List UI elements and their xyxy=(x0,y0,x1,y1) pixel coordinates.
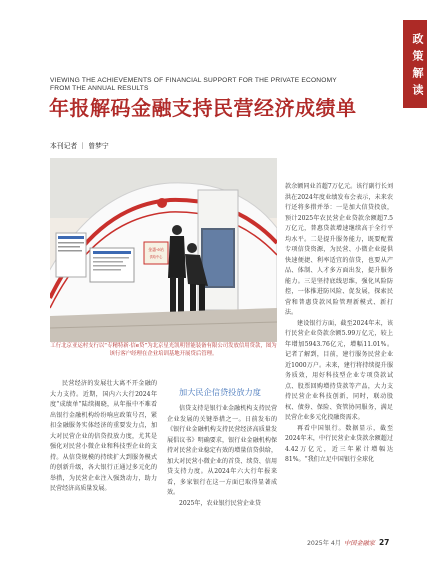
paragraph: 款余额同业首超7万亿元。该行副行长刘洪在2024年度业绩发布会表示，未来农行还将多措并举：一是加大信贷投放，预计2025年农民营企业贷款余额超7.5万亿元，普惠贷款增速继续高于全行平均水平。二是提升服务能力，既要配置专项信贷资源，为民营、小微企业提供快速便捷、利率适宜的信贷，也要从产品、体制、人才多方面出发，提升服务能力。三是坚持底线思维，强化风险防控，一体推进防风险、促发展，探索民营和普惠贷款风险管理新模式、新打法。 xyxy=(285,183,393,316)
svg-text:金惠·e站: 金惠·e站 xyxy=(148,247,164,252)
column-1 xyxy=(50,379,157,495)
paragraph: 民营经济的发展壮大离不开金融的大力支持。近期，国内六大行2024年度“成绩单”陆续揭晓，从年报中不难看出银行金融机构纷纷响应政策号召，紧扣金融服务实体经济的重要发力点，加大对民营企业的信贷投放力度，尤其是强化对民营小微企业和科技型企业的支持。从信贷规模的持续扩大到服务模式的创新升级，各大银行正通过多元化的举措，为民营企业注入强劲动力，助力民营经济高质量发展。 xyxy=(50,380,157,492)
page-number: 27 xyxy=(378,538,390,547)
column-3 xyxy=(285,182,393,466)
paragraph: 2025年，农业银行民营企业贷 xyxy=(179,499,261,507)
column-2 xyxy=(167,404,277,509)
paragraph: 再看中国银行。数据显示，截至2024年末，中行民营企业贷款余额超过4.42万亿元，近三年累计增幅达81%。“我们立足中国银行全球化 xyxy=(285,424,393,463)
page-footer xyxy=(307,538,389,547)
article-photo xyxy=(50,158,277,342)
bank-training-base-photo xyxy=(50,158,277,342)
paragraph: 建设银行方面，截至2024年末，该行民营企业贷款余额5.99万亿元，较上年增加5943.76亿元，增幅11.01%。记者了解到，目前，建行服务民营企业近1000万户。未来，建行将持续提升服务质效，用好科技型企业专项贷款试点、股票回购增持贷款等产品，大力支持民营企业科技创新，同时，联动股权、债券、保险、资管协同服务，满足民营企业多元化投融资需求。 xyxy=(285,319,393,421)
section-subheading: 加大民企信贷投放力度 xyxy=(179,387,261,397)
english-heading: VIEWING THE ACHIEVEMENTS OF FINANCIAL SUPPORT FOR THE PRIVATE ECONOMY FROM THE ANNUAL RESULTS xyxy=(50,77,337,92)
section-tab: 政策解读 xyxy=(403,20,427,108)
magazine-name: 中国金融家 xyxy=(344,540,375,547)
byline: 本刊记者 ｜ 曾梦宁 xyxy=(50,142,109,150)
paragraph: 信贷支持是银行业金融机构支持民营企业发展的关键举措之一。日前发布的《银行业金融机构支持民营经济高质量发展倡议书》明确要求，银行业金融机构保持对民营企业稳定有效的增量信贷供给，加大对民营小微企业的首贷、续贷、信用贷支持力度。从2024年六大行年报来看，多家银行在这一方面已取得显著成效。 xyxy=(167,405,277,496)
article-title: 年报解码金融支持民营经济成绩单 xyxy=(49,96,357,120)
issue-date: 2025年 4月 xyxy=(307,540,342,547)
svg-text:供给中心: 供给中心 xyxy=(149,255,163,259)
photo-caption: 工行北京亚运村支行以“专精特新·信e贷”为北京星光凯明智能装备有限公司发放信用贷款，图为该行客户经理在企业培训基地开展贷后管理。 xyxy=(50,343,277,357)
